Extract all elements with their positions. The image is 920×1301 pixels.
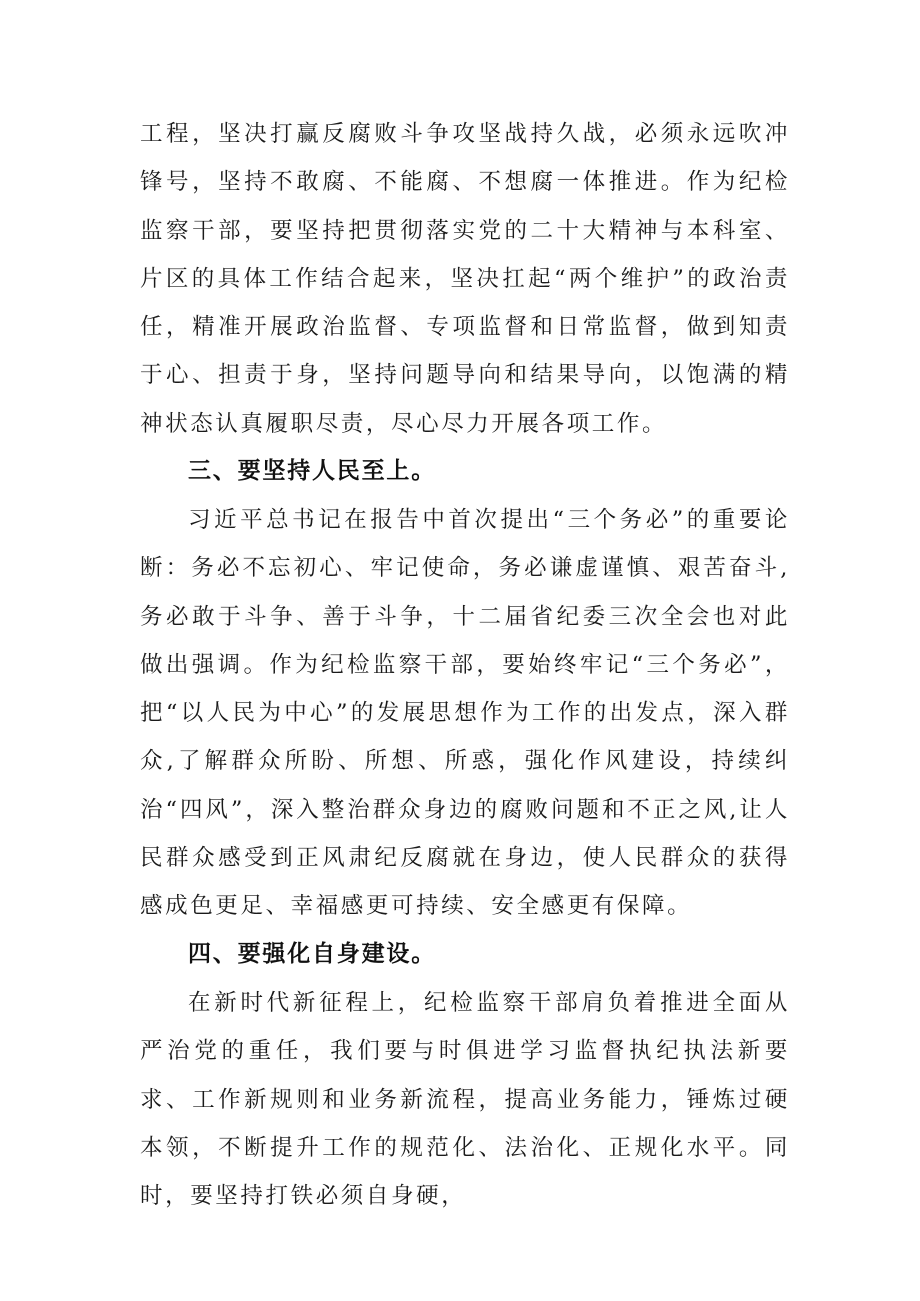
body-paragraph-section-4: 在新时代新征程上，纪检监察干部肩负着推进全面从严治党的重任，我们要与时俱进学习监督执纪执法新要求、工作新规则和业务新流程，提高业务能力，锤炼过硬本领，不断提升工作的规范化、法治化、正规化水平。同时，要坚持打铁必须自身硬，: [140, 990, 790, 1210]
body-paragraph-section-3: 习近平总书记在报告中首次提出“三个务必”的重要论断：务必不忘初心、牢记使命，务必谦虚谨慎、艰苦奋斗,务必敢于斗争、善于斗争，十二届省纪委三次全会也对此做出强调。作为纪检监察干部，要始终牢记“三个务必”，把“以人民为中心”的发展思想作为工作的出发点，深入群众,了解群众所盼、所想、所惑，强化作风建设，持续纠治“四风”，深入整治群众身边的腐败问题和不正之风,让人民群众感受到正风肃纪反腐就在身边，使人民群众的获得感成色更足、幸福感更可持续、安全感更有保障。: [140, 507, 790, 920]
section-heading-4: 四、要强化自身建设。: [188, 941, 436, 967]
body-paragraph-continued: 工程，坚决打赢反腐败斗争攻坚战持久战，必须永远吹冲锋号，坚持不敢腐、不能腐、不想腐一体推进。作为纪检监察干部，要坚持把贯彻落实党的二十大精神与本科室、片区的具体工作结合起来，坚决扛起“两个维护”的政治责任，精准开展政治监督、专项监督和日常监督，做到知责于心、担责于身，坚持问题导向和结果导向，以饱满的精神状态认真履职尽责，尽心尽力开展各项工作。: [140, 121, 790, 437]
section-heading-3: 三、要坚持人民至上。: [188, 458, 436, 484]
